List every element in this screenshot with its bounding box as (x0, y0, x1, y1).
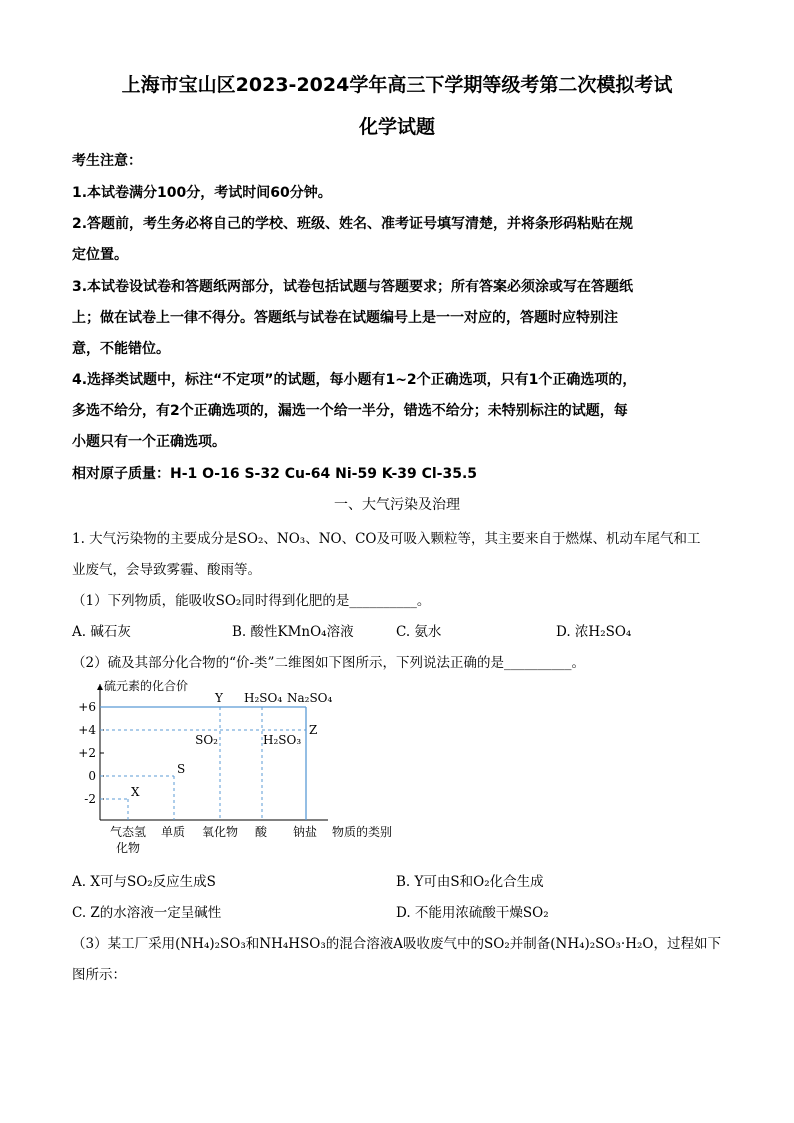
question-stem: 业废气，会导致雾霾、酸雨等。 (72, 562, 261, 578)
notice-line: 4.选择类试题中，标注“不定项”的试题，每小题有1~2个正确选项，只有1个正确选项的， (72, 372, 637, 388)
y-tick-label: 0 (88, 769, 96, 783)
option-d: D. 浓H₂SO₄ (556, 624, 632, 640)
notice-line: 1.本试卷满分100分，考试时间60分钟。 (72, 185, 332, 201)
notice-line: 3.本试卷设试卷和答题纸两部分，试卷包括试题与答题要求；所有答案必须涂或写在答题纸 (72, 279, 634, 295)
point-label: H₂SO₃ (263, 733, 302, 747)
point-label: X (131, 785, 140, 799)
option-b: B. 酸性KMnO₄溶液 (232, 624, 354, 640)
atomic-masses: 相对原子质量：H-1 O-16 S-32 Cu-64 Ni-59 K-39 Cl-35.5 (72, 466, 478, 482)
notice-line: 小题只有一个正确选项。 (72, 434, 226, 450)
option-a: A. X可与SO₂反应生成S (72, 874, 216, 890)
x-axis-label: 物质的类别 (332, 825, 393, 839)
notice-heading: 考生注意： (72, 153, 142, 169)
option-c: C. 氨水 (396, 624, 442, 640)
point-label: SO₂ (195, 733, 218, 747)
x-tick-label: 化物 (115, 841, 141, 855)
subquestion-1: （1）下列物质，能吸收SO₂同时得到化肥的是__________。 (72, 593, 431, 609)
point-label: S (177, 762, 186, 776)
y-tick-label: +2 (78, 746, 96, 760)
notice-line: 定位置。 (72, 247, 128, 263)
point-label: Na₂SO₄ (287, 691, 333, 705)
y-axis-arrow (97, 684, 103, 690)
notice-line: 2.答题前，考生务必将自己的学校、班级、姓名、准考证号填写清楚，并将条形码粘贴在规 (72, 216, 634, 232)
y-tick-label: -2 (84, 792, 96, 806)
x-tick-label: 气态氢 (109, 825, 147, 839)
option-d: D. 不能用浓硫酸干燥SO₂ (396, 905, 549, 921)
question-stem: 1. 大气污染物的主要成分是SO₂、NO₃、NO、CO及可吸入颗粒等，其主要来自于燃煤、机动车尾气和工 (72, 531, 701, 547)
option-c: C. Z的水溶液一定呈碱性 (72, 905, 222, 921)
x-tick-label: 酸 (254, 825, 268, 839)
y-axis-label: 硫元素的化合价 (104, 679, 189, 693)
x-tick-label: 氧化物 (201, 825, 239, 839)
notice-line: 上；做在试卷上一律不得分。答题纸与试卷在试题编号上是一一对应的，答题时应特别注 (72, 310, 618, 326)
section-title: 一、大气污染及治理 (334, 497, 460, 513)
subquestion-2: （2）硫及其部分化合物的“价-类”二维图如下图所示，下列说法正确的是__________。 (72, 655, 585, 671)
notice-line: 意，不能错位。 (72, 341, 170, 357)
x-tick-label: 单质 (160, 825, 186, 839)
page-title: 上海市宝山区2023-2024学年高三下学期等级考第二次模拟考试 (121, 74, 673, 96)
point-label: Z (309, 723, 318, 737)
option-b: B. Y可由S和O₂化合生成 (396, 874, 544, 890)
notice-line: 多选不给分，有2个正确选项的，漏选一个给一半分，错选不给分；未特别标注的试题，每 (72, 403, 628, 419)
y-tick-label: +4 (78, 723, 96, 737)
subquestion-3: （3）某工厂采用(NH₄)₂SO₃和NH₄HSO₃的混合溶液A吸收废气中的SO₂并制备(NH₄)₂SO₃·H₂O，过程如下 (72, 936, 721, 952)
point-label: H₂SO₄ (244, 691, 283, 705)
subquestion-3-cont: 图所示： (72, 967, 126, 983)
page-subtitle: 化学试题 (358, 116, 435, 138)
x-tick-label: 钠盐 (292, 825, 318, 839)
option-a: A. 碱石灰 (72, 624, 131, 640)
point-label: Y (215, 691, 223, 705)
valence-class-chart (60, 672, 420, 864)
y-tick-label: +6 (78, 700, 96, 714)
